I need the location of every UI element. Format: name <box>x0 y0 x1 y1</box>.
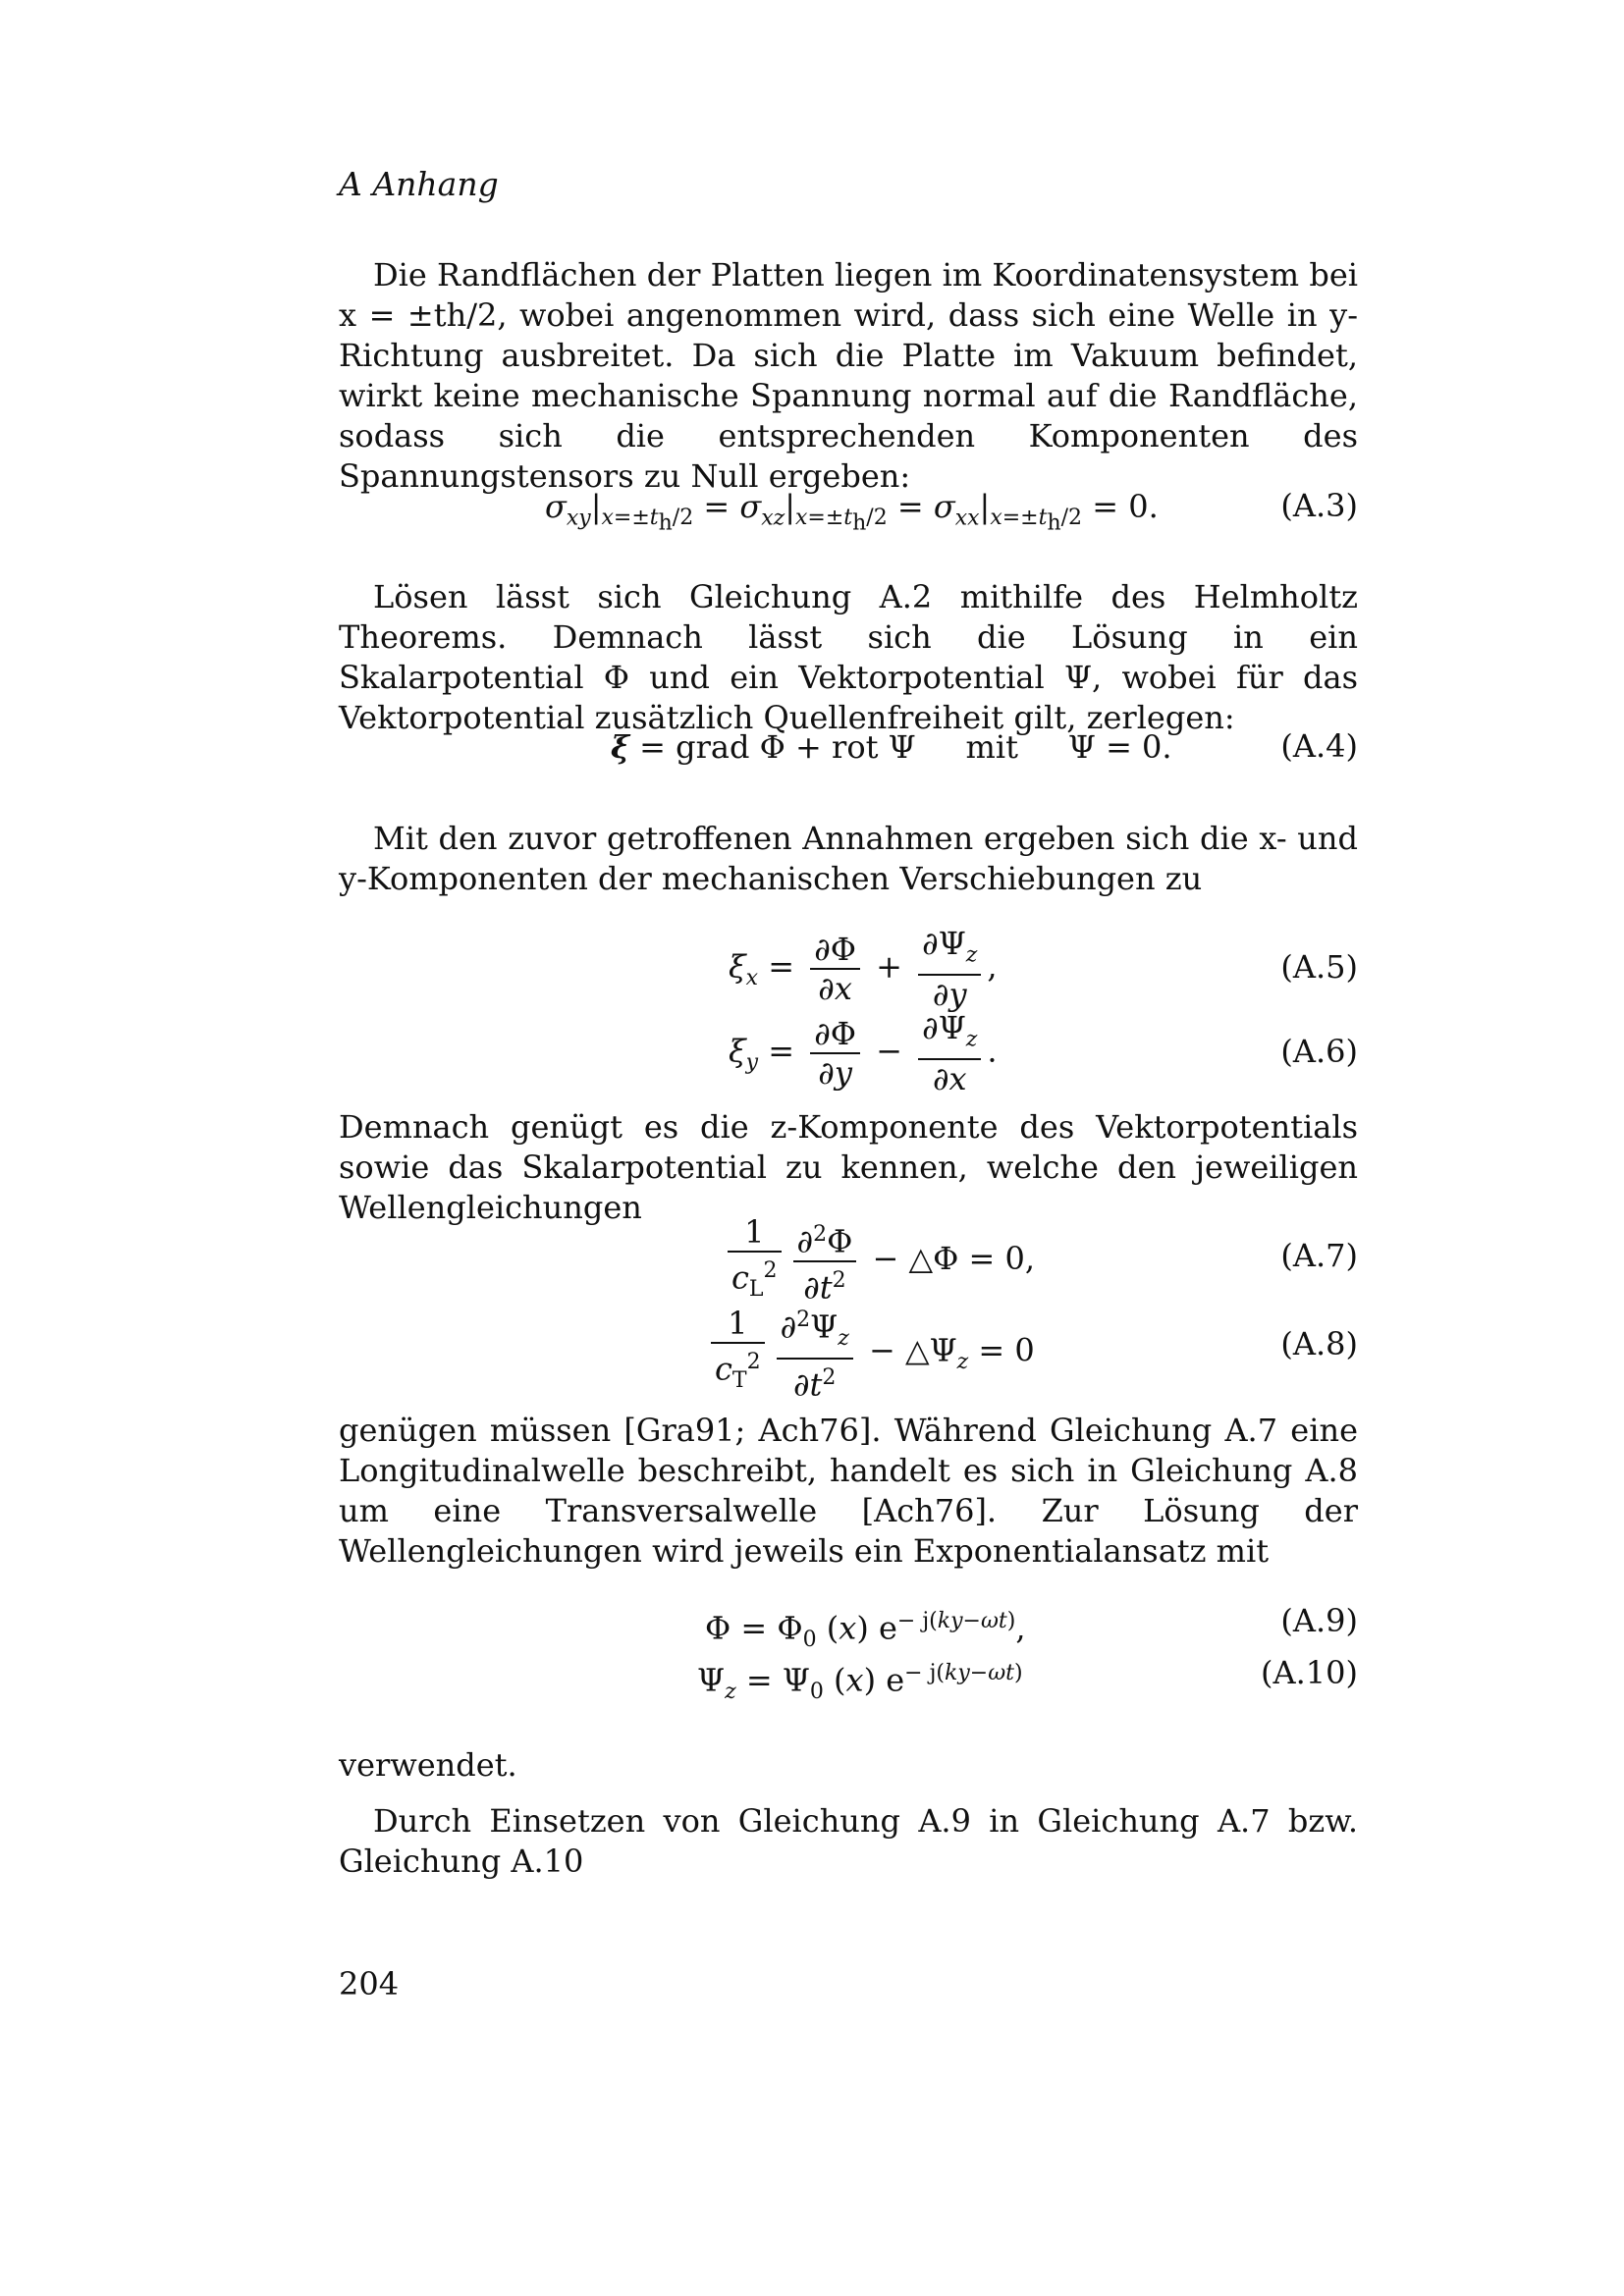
equation-a8: $\frac{1}{c_T^2}$ $\frac{\partial^2\Psi_z}{\partial t^2}$ − $\triangle\Psi_z = 0$ <box>705 1302 1035 1404</box>
running-header: A Anhang <box>339 165 499 203</box>
equation-label-a7: (A.7) <box>1280 1237 1358 1274</box>
paragraph-1: Die Randflächen der Platten liegen im Koordinatensystem bei x = ±th/2, wobei angenommen wird, dass sich eine Welle in y-Richtung ausbreitet. Da sich die Platte im Vakuum befindet, wirkt keine mechanische Spannung normal auf die Randfläche, sodass sich die entsprechenden Komponenten des Spannungstensors zu Null ergeben: <box>339 256 1358 495</box>
fraction: $\frac{1}{c_L^2}$ <box>728 1213 782 1308</box>
equation-label-a3: (A.3) <box>1280 487 1358 524</box>
equation-a3: $\sigma_{xy}|_{x=\pm t_h/2} = \sigma_{xz}|_{x=\pm t_h/2} = \sigma_{xx}|_{x=\pm t_h/2} = 0$. <box>545 488 1159 536</box>
page-number: 204 <box>339 1965 400 2002</box>
equation-a4: ξ = grad Φ + rot Ψ mit Ψ = 0. <box>611 728 1172 766</box>
equation-a6: $\xi_y$ = $\frac{\partial\Phi}{\partial y}$ − $\frac{\partial\Psi_z}{\partial x}$ . <box>729 1009 998 1098</box>
paragraph-5: genügen müssen [Gra91; Ach76]. Während Gleichung A.7 eine Longitudinalwelle beschreibt, handelt es sich in Gleichung A.8 um eine Transversalwelle [Ach76]. Zur Lösung der Wellengleichungen wird jeweils ein Exponentialansatz mit <box>339 1412 1358 1570</box>
equation-label-a9: (A.9) <box>1280 1602 1358 1639</box>
fraction: $\frac{\partial^2\Psi_z}{\partial t^2}$ <box>777 1302 853 1404</box>
fraction: $\frac{1}{c_T^2}$ <box>711 1305 765 1400</box>
equation-a5: $\xi_x$ = $\frac{\partial\Phi}{\partial x}$ + $\frac{\partial\Psi_z}{\partial y}$ , <box>729 925 998 1014</box>
fraction: $\frac{\partial\Phi}{\partial x}$ <box>810 931 860 1007</box>
paragraph-3: Mit den zuvor getroffenen Annahmen ergeben sich die x- und y-Komponenten der mechanischen Verschiebungen zu <box>339 820 1358 897</box>
fraction: $\frac{\partial\Psi_z}{\partial x}$ <box>918 1009 981 1097</box>
fraction: $\frac{\partial\Psi_z}{\partial y}$ <box>918 925 981 1013</box>
equation-label-a8: (A.8) <box>1280 1325 1358 1362</box>
paragraph-2: Lösen lässt sich Gleichung A.2 mithilfe des Helmholtz Theorems. Demnach lässt sich die Lösung in ein Skalarpotential Φ und ein Vektorpotential Ψ, wobei für das Vektorpotential zusätzlich Quellenfreiheit gilt, zerlegen: <box>339 578 1358 736</box>
equation-label-a10: (A.10) <box>1261 1654 1358 1691</box>
equation-a9: $\Phi = \Phi_0$ (x) $e^{- j(ky-\omega t)}$, <box>705 1609 1026 1653</box>
equation-label-a6: (A.6) <box>1280 1033 1358 1070</box>
paragraph-7: Durch Einsetzen von Gleichung A.9 in Gleichung A.7 bzw. Gleichung A.10 <box>339 1802 1358 1880</box>
equation-label-a4: (A.4) <box>1280 727 1358 765</box>
equation-a10: $\Psi_z = \Psi_0$ (x) $e^{- j(ky-\omega t)}$ <box>697 1661 1023 1705</box>
fraction: $\frac{\partial^2\Phi}{\partial t^2}$ <box>793 1216 857 1306</box>
equation-a7: $\frac{1}{c_L^2}$ $\frac{\partial^2\Phi}{\partial t^2}$ − △Φ = 0, <box>722 1213 1035 1308</box>
fraction: $\frac{\partial\Phi}{\partial y}$ <box>810 1015 860 1092</box>
paragraph-4: Demnach genügt es die z-Komponente des Vektorpotentials sowie das Skalarpotential zu kennen, welche den jeweiligen Wellengleichungen <box>339 1108 1358 1226</box>
paragraph-6: verwendet. <box>339 1746 517 1784</box>
equation-label-a5: (A.5) <box>1280 948 1358 986</box>
